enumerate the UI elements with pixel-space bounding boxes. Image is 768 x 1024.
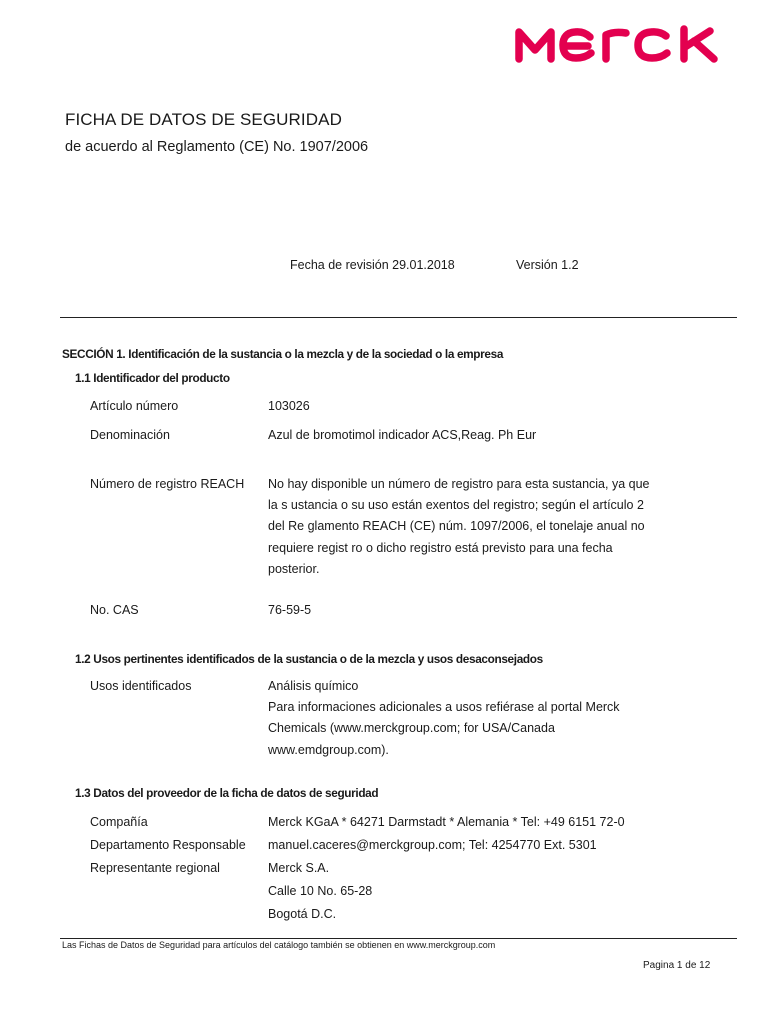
revision-date: Fecha de revisión 29.01.2018 [290,258,455,272]
regional-rep-line: Bogotá D.C. [268,907,337,921]
reach-number-label: Número de registro REACH [90,477,245,491]
version: Versión 1.2 [516,258,579,272]
footer-note: Las Fichas de Datos de Seguridad para artículos del catálogo también se obtienen en www.merckgroup.com [62,940,496,950]
reach-number-line: No hay disponible un número de registro para esta sustancia, ya que [268,477,650,491]
page-number: Pagina 1 de 12 [643,960,711,971]
company-label: Compañía [90,815,148,829]
cas-number-label: No. CAS [90,603,139,617]
regional-rep-label: Representante regional [90,861,220,875]
reach-number-line: requiere regist ro o dicho registro está previsto para una fecha [268,541,613,555]
document-title: FICHA DE DATOS DE SEGURIDAD [65,110,342,129]
article-number-value: 103026 [268,399,310,413]
subsection-1-2-title: 1.2 Usos pertinentes identificados de la sustancia o de la mezcla y usos desaconsejados [75,652,543,666]
identified-uses-label: Usos identificados [90,679,192,693]
reach-number-line: del Re glamento REACH (CE) núm. 1097/2006, el tonelaje anual no [268,519,645,533]
cas-number-value: 76-59-5 [268,603,312,617]
regional-rep-line: Calle 10 No. 65-28 [268,884,373,898]
department-label: Departamento Responsable [90,838,246,852]
header-divider [60,317,737,318]
company-value: Merck KGaA * 64271 Darmstadt * Alemania * Tel: +49 6151 72-0 [268,815,625,829]
subsection-1-3-title: 1.3 Datos del proveedor de la ficha de datos de seguridad [75,786,379,800]
section-1-title: SECCIÓN 1. Identificación de la sustancia o la mezcla y de la sociedad o la empresa [62,347,504,361]
footer-divider [60,938,737,939]
reach-number-line: posterior. [268,562,320,576]
reach-number-line: la s ustancia o su uso están exentos del registro; según el artículo 2 [268,498,644,512]
regional-rep-line: Merck S.A. [268,861,330,875]
document-subtitle: de acuerdo al Reglamento (CE) No. 1907/2006 [65,139,369,155]
identified-uses-line: Análisis químico [268,679,359,693]
article-number-label: Artículo número [90,399,179,413]
product-name-value: Azul de bromotimol indicador ACS,Reag. Ph Eur [268,428,537,442]
identified-uses-line: Chemicals (www.merckgroup.com; for USA/Canada [268,721,555,735]
identified-uses-line: www.emdgroup.com). [268,743,389,757]
department-value: manuel.caceres@merckgroup.com; Tel: 4254770 Ext. 5301 [268,838,597,852]
subsection-1-1-title: 1.1 Identificador del producto [75,371,230,385]
product-name-label: Denominación [90,428,170,442]
merck-logo [514,25,736,63]
identified-uses-line: Para informaciones adicionales a usos refiérase al portal Merck [268,700,620,714]
